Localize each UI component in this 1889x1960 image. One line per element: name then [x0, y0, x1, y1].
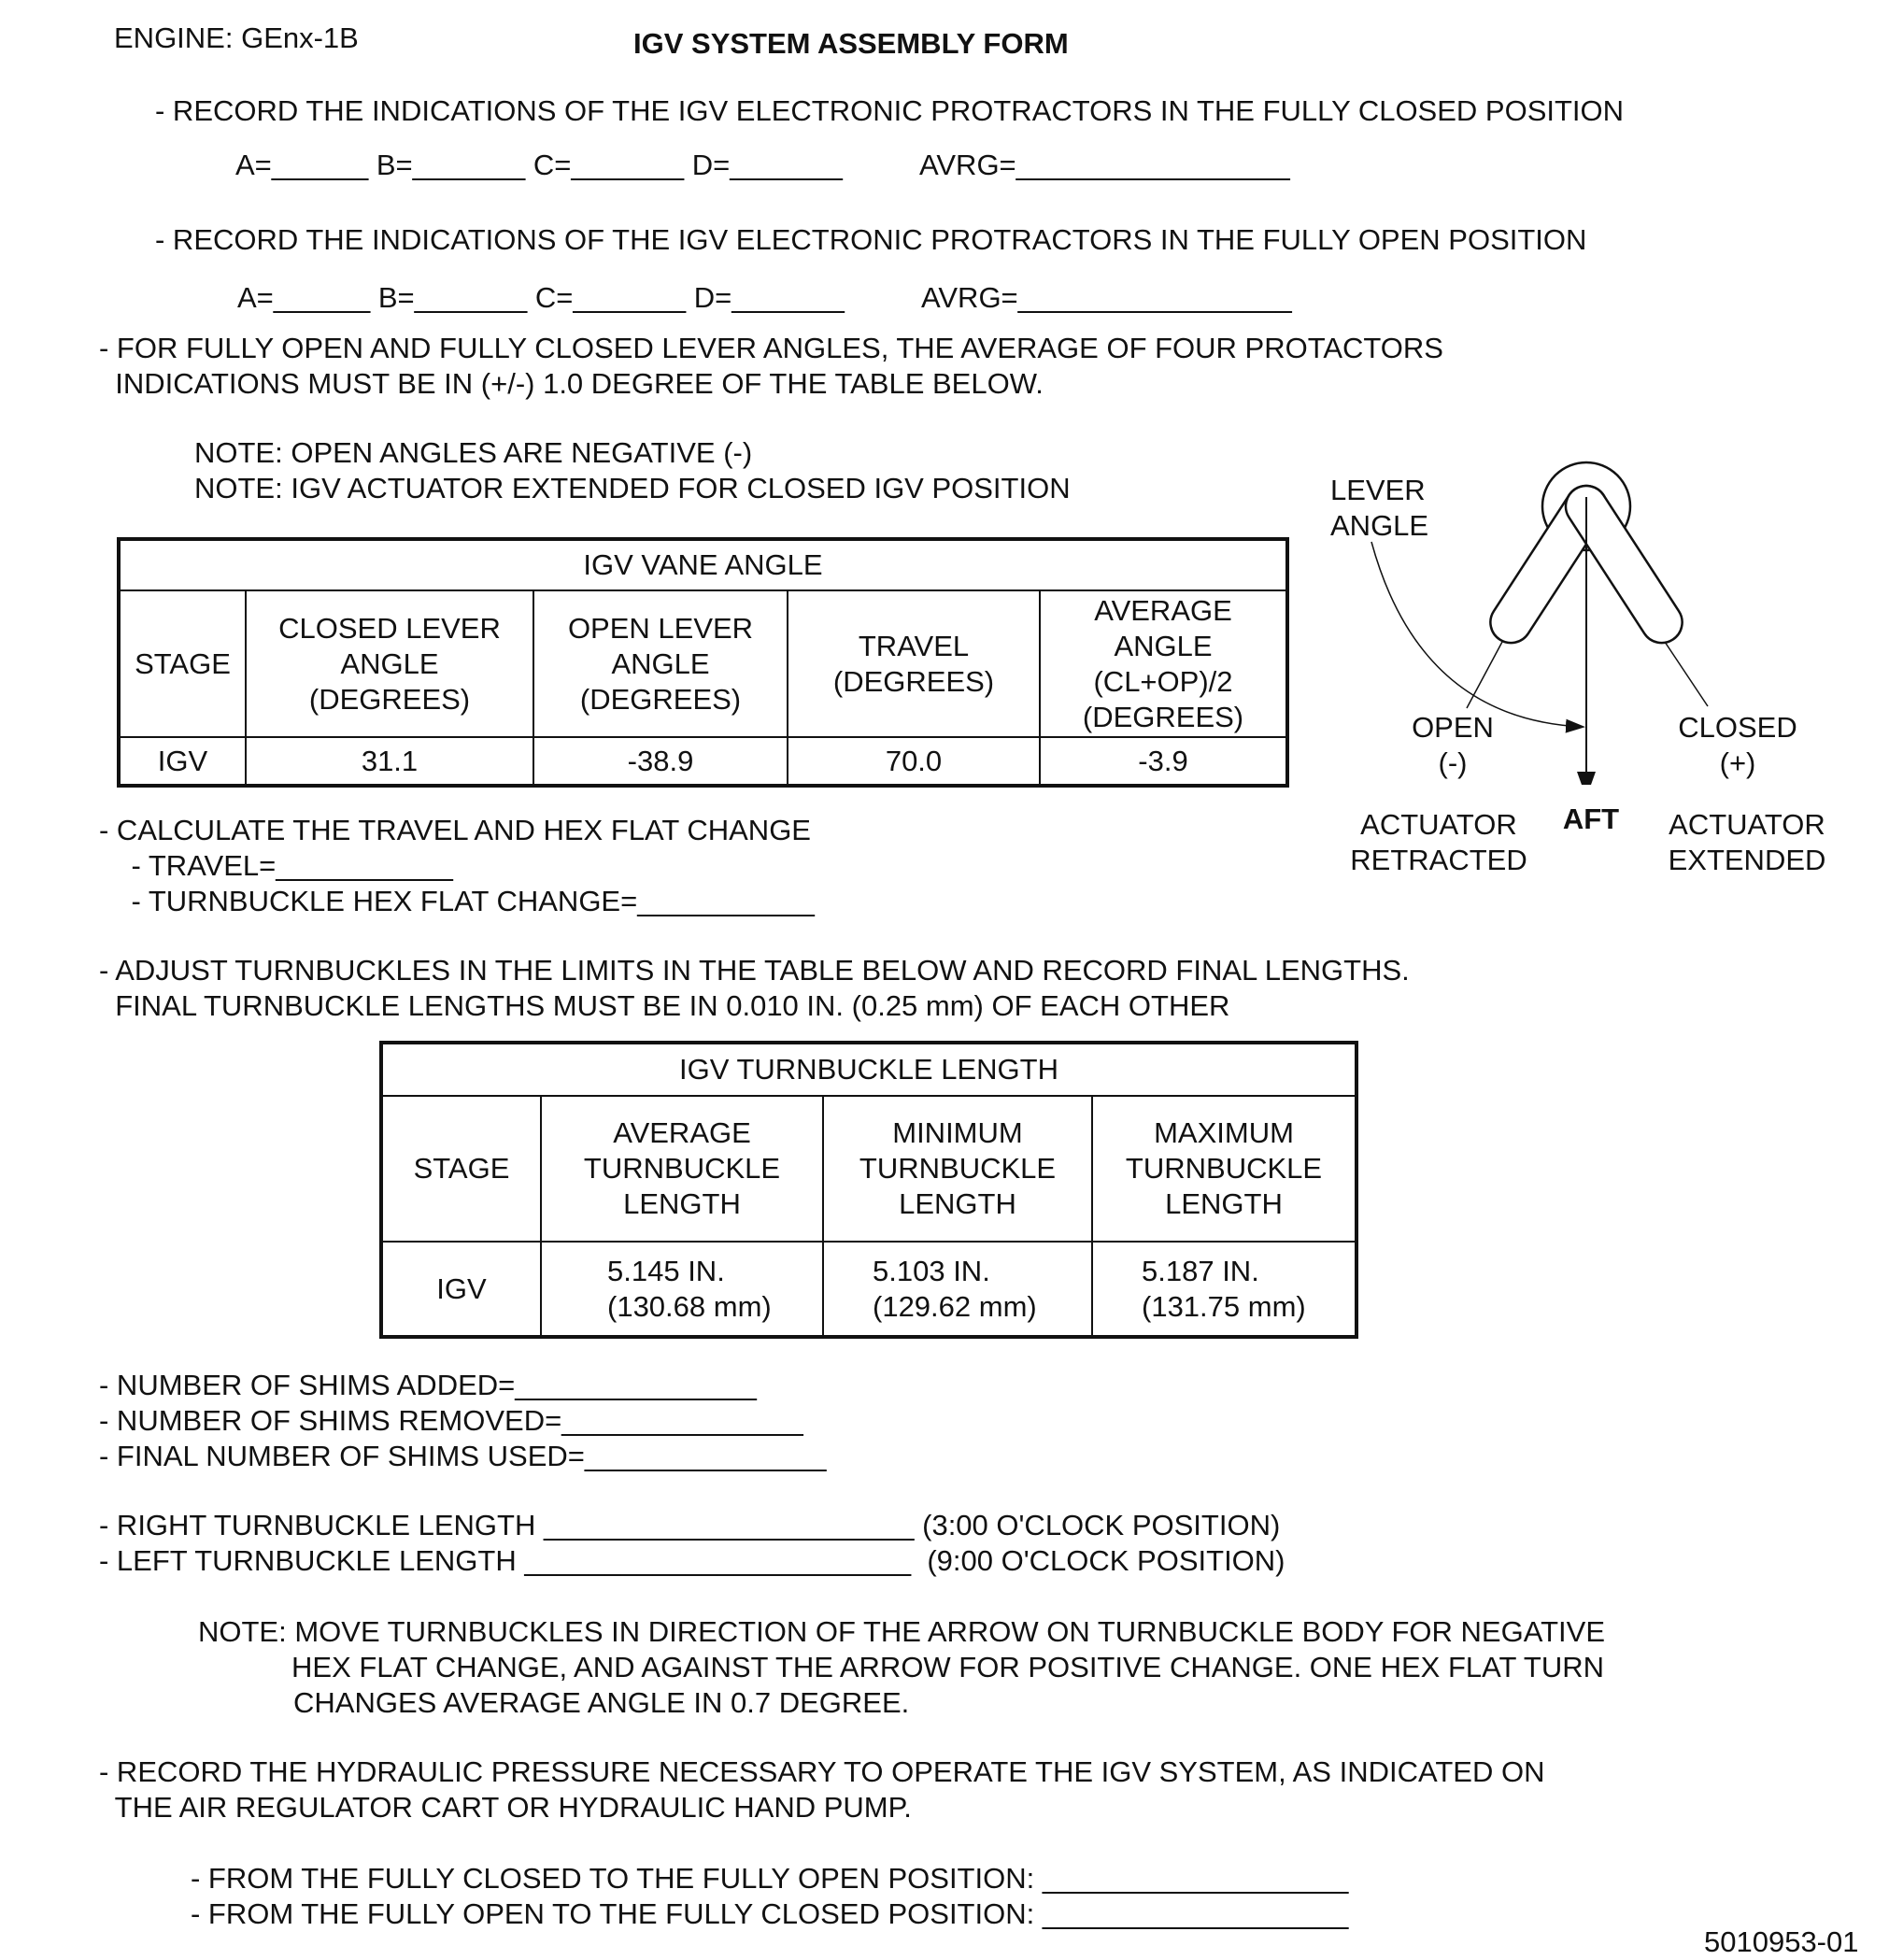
vane-header-open: OPEN LEVER ANGLE (DEGREES) — [533, 590, 788, 737]
hydraulic-line2: THE AIR REGULATOR CART OR HYDRAULIC HAND PUMP. — [99, 1791, 912, 1824]
vane-header-travel: TRAVEL (DEGREES) — [788, 590, 1040, 737]
shims-removed-field[interactable]: - NUMBER OF SHIMS REMOVED=_______________ — [99, 1404, 803, 1437]
note-actuator-extended: NOTE: IGV ACTUATOR EXTENDED FOR CLOSED IGV POSITION — [194, 472, 1071, 504]
move-note-line1: NOTE: MOVE TURNBUCKLES IN DIRECTION OF THE ARROW ON TURNBUCKLE BODY FOR NEGATIVE — [198, 1615, 1605, 1648]
hex-flat-change-field[interactable]: - TURNBUCKLE HEX FLAT CHANGE=___________ — [99, 885, 815, 917]
closed-lever — [1558, 478, 1690, 651]
travel-field[interactable]: - TRAVEL=___________ — [99, 849, 453, 882]
closed-avrg[interactable]: AVRG=_________________ — [919, 149, 1290, 181]
shims-final-field[interactable]: - FINAL NUMBER OF SHIMS USED=_______________ — [99, 1440, 827, 1472]
turnbuckle-length-table — [379, 1041, 1358, 1339]
note-open-negative: NOTE: OPEN ANGLES ARE NEGATIVE (-) — [194, 436, 753, 469]
hydraulic-line1: - RECORD THE HYDRAULIC PRESSURE NECESSARY TO OPERATE THE IGV SYSTEM, AS INDICATED ON — [99, 1755, 1545, 1788]
closed-to-open-pressure-field[interactable]: - FROM THE FULLY CLOSED TO THE FULLY OPEN POSITION: ___________________ — [191, 1862, 1349, 1895]
average-rule-line1: - FOR FULLY OPEN AND FULLY CLOSED LEVER ANGLES, THE AVERAGE OF FOUR PROTACTORS — [99, 332, 1443, 364]
left-turnbuckle-length-field[interactable]: - LEFT TURNBUCKLE LENGTH ________________________ (9:00 O'CLOCK POSITION) — [99, 1544, 1285, 1577]
adjust-line1: - ADJUST TURNBUCKLES IN THE LIMITS IN THE TABLE BELOW AND RECORD FINAL LENGTHS. — [99, 954, 1410, 987]
turnbuckle-header-stage: STAGE — [381, 1096, 541, 1242]
move-note-line3: CHANGES AVERAGE ANGLE IN 0.7 DEGREE. — [293, 1686, 910, 1719]
closed-label: CLOSED (+) — [1678, 711, 1797, 779]
closed-instruction: - RECORD THE INDICATIONS OF THE IGV ELECTRONIC PROTRACTORS IN THE FULLY CLOSED POSITION — [155, 94, 1625, 127]
lever-angle-label: LEVER ANGLE — [1330, 474, 1429, 542]
vane-header-closed: CLOSED LEVER ANGLE (DEGREES) — [246, 590, 533, 737]
actuator-extended-label: ACTUATOR EXTENDED — [1668, 808, 1826, 876]
move-note-line2: HEX FLAT CHANGE, AND AGAINST THE ARROW FOR POSITIVE CHANGE. ONE HEX FLAT TURN — [291, 1651, 1605, 1683]
turnbuckle-row-stage: IGV — [381, 1242, 541, 1337]
vane-header-stage: STAGE — [119, 590, 246, 737]
calculate-line1: - CALCULATE THE TRAVEL AND HEX FLAT CHANGE — [99, 814, 811, 846]
vane-row-average: -3.9 — [1040, 737, 1287, 786]
turnbuckle-header-average: AVERAGE TURNBUCKLE LENGTH — [541, 1096, 823, 1242]
turnbuckle-header-minimum: MINIMUM TURNBUCKLE LENGTH — [823, 1096, 1092, 1242]
turnbuckle-row-minimum: 5.103 IN. (129.62 mm) — [823, 1242, 1092, 1337]
vane-header-average: AVERAGE ANGLE (CL+OP)/2 (DEGREES) — [1040, 590, 1287, 737]
turnbuckle-row-maximum: 5.187 IN. (131.75 mm) — [1092, 1242, 1356, 1337]
open-fields[interactable]: A=______ B=_______ C=_______ D=_______ — [237, 281, 845, 314]
engine-label: ENGINE: GEnx-1B — [114, 21, 359, 54]
adjust-line2: FINAL TURNBUCKLE LENGTHS MUST BE IN 0.010 IN. (0.25 mm) OF EACH OTHER — [99, 989, 1230, 1022]
right-turnbuckle-length-field[interactable]: - RIGHT TURNBUCKLE LENGTH _______________________ (3:00 O'CLOCK POSITION) — [99, 1509, 1281, 1541]
open-leader-line — [1467, 642, 1502, 708]
open-avrg[interactable]: AVRG=_________________ — [921, 281, 1292, 314]
vane-row-stage: IGV — [119, 737, 246, 786]
vane-row-closed: 31.1 — [246, 737, 533, 786]
vane-angle-table — [117, 537, 1289, 788]
figure-id: 5010953-01 — [1704, 1925, 1859, 1958]
average-rule-line2: INDICATIONS MUST BE IN (+/-) 1.0 DEGREE OF THE TABLE BELOW. — [99, 367, 1044, 400]
shims-added-field[interactable]: - NUMBER OF SHIMS ADDED=_______________ — [99, 1369, 757, 1401]
open-instruction: - RECORD THE INDICATIONS OF THE IGV ELECTRONIC PROTRACTORS IN THE FULLY OPEN POSITION — [155, 223, 1587, 256]
table-row — [381, 1242, 1356, 1337]
vane-row-open: -38.9 — [533, 737, 788, 786]
turnbuckle-table-title: IGV TURNBUCKLE LENGTH — [381, 1043, 1356, 1096]
table-row — [119, 737, 1287, 786]
turnbuckle-row-average: 5.145 IN. (130.68 mm) — [541, 1242, 823, 1337]
actuator-retracted-label: ACTUATOR RETRACTED — [1350, 808, 1527, 876]
closed-leader-line — [1665, 642, 1708, 706]
vane-table-title: IGV VANE ANGLE — [119, 539, 1287, 590]
closed-fields[interactable]: A=______ B=_______ C=_______ D=_______ — [235, 149, 843, 181]
aft-label: AFT — [1562, 802, 1620, 835]
vane-row-travel: 70.0 — [788, 737, 1040, 786]
open-label: OPEN (-) — [1412, 711, 1494, 779]
turnbuckle-header-maximum: MAXIMUM TURNBUCKLE LENGTH — [1092, 1096, 1356, 1242]
open-to-closed-pressure-field[interactable]: - FROM THE FULLY OPEN TO THE FULLY CLOSED POSITION: ___________________ — [191, 1897, 1349, 1930]
form-title: IGV SYSTEM ASSEMBLY FORM — [633, 27, 1069, 60]
